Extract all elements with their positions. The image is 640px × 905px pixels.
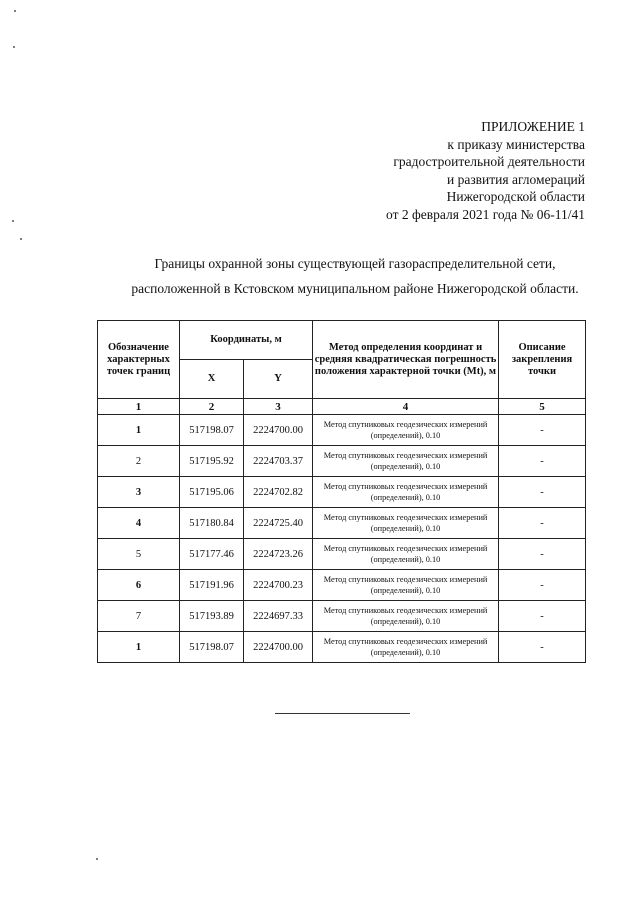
boundary-points-table <box>97 320 586 663</box>
point-id: 3 <box>98 477 180 508</box>
point-id: 5 <box>98 539 180 570</box>
point-id: 1 <box>98 632 180 663</box>
annex-line: градостроительной деятельности <box>393 154 585 169</box>
scan-speck <box>12 220 14 222</box>
table-row <box>98 446 586 477</box>
annex-date-number: от 2 февраля 2021 года № 06-11/41 <box>386 206 585 222</box>
coord-y: 2224700.00 <box>244 415 313 446</box>
fixing-description: - <box>499 415 586 446</box>
header-coordinates: Координаты, м <box>180 321 313 360</box>
fixing-description: - <box>499 539 586 570</box>
fixing-description: - <box>499 632 586 663</box>
header-y: Y <box>244 360 313 399</box>
coord-x: 517198.07 <box>180 632 244 663</box>
method-description: Метод спутниковых геодезических измерений (определений), 0.10 <box>313 539 499 570</box>
method-description: Метод спутниковых геодезических измерений (определений), 0.10 <box>313 415 499 446</box>
point-id: 7 <box>98 601 180 632</box>
column-number: 1 <box>98 399 180 415</box>
coord-y: 2224700.23 <box>244 570 313 601</box>
method-description: Метод спутниковых геодезических измерений (определений), 0.10 <box>313 632 499 663</box>
coord-x: 517180.84 <box>180 508 244 539</box>
method-description: Метод спутниковых геодезических измерений (определений), 0.10 <box>313 570 499 601</box>
method-description: Метод спутниковых геодезических измерений (определений), 0.10 <box>313 508 499 539</box>
coord-y: 2224703.37 <box>244 446 313 477</box>
annex-line: и развития агломераций <box>446 171 585 187</box>
annex-title: ПРИЛОЖЕНИЕ 1 <box>481 119 585 134</box>
coord-y: 2224702.82 <box>244 477 313 508</box>
fixing-description: - <box>499 508 586 539</box>
header-x: X <box>180 360 244 399</box>
column-number-row <box>98 399 586 415</box>
closing-rule <box>275 713 410 714</box>
annex-header <box>386 118 585 223</box>
fixing-description: - <box>499 446 586 477</box>
coord-y: 2224725.40 <box>244 508 313 539</box>
method-description: Метод спутниковых геодезических измерений (определений), 0.10 <box>313 601 499 632</box>
column-number: 4 <box>313 399 499 415</box>
point-id: 1 <box>98 415 180 446</box>
scan-speck <box>13 46 15 48</box>
fixing-description: - <box>499 570 586 601</box>
fixing-description: - <box>499 601 586 632</box>
document-title-line-1: Границы охранной зоны существующей газораспределительной сети, <box>154 256 556 271</box>
method-description: Метод спутниковых геодезических измерений (определений), 0.10 <box>313 446 499 477</box>
coord-x: 517195.06 <box>180 477 244 508</box>
table-row <box>98 601 586 632</box>
column-number: 2 <box>180 399 244 415</box>
column-number: 5 <box>499 399 586 415</box>
header-method: Метод определения координат и средняя квадратическая погрешность положения характерной точки (Mt), м <box>313 321 499 399</box>
table-row <box>98 632 586 663</box>
scan-speck <box>96 858 98 860</box>
header-point: Обозначение характерных точек границ <box>98 321 180 399</box>
coord-y: 2224697.33 <box>244 601 313 632</box>
point-id: 6 <box>98 570 180 601</box>
fixing-description: - <box>499 477 586 508</box>
coord-y: 2224723.26 <box>244 539 313 570</box>
coord-x: 517195.92 <box>180 446 244 477</box>
point-id: 4 <box>98 508 180 539</box>
column-number: 3 <box>244 399 313 415</box>
point-id: 2 <box>98 446 180 477</box>
table-row <box>98 539 586 570</box>
table-row <box>98 570 586 601</box>
document-title-line-2: расположенной в Кстовском муниципальном районе Нижегородской области. <box>131 281 579 296</box>
annex-line: Нижегородской области <box>446 189 585 204</box>
coord-x: 517193.89 <box>180 601 244 632</box>
coord-x: 517198.07 <box>180 415 244 446</box>
annex-line: к приказу министерства <box>447 136 585 152</box>
table-row <box>98 415 586 446</box>
table-row <box>98 508 586 539</box>
coord-x: 517177.46 <box>180 539 244 570</box>
coord-x: 517191.96 <box>180 570 244 601</box>
scan-speck <box>20 238 22 240</box>
table-header-row <box>98 321 586 360</box>
method-description: Метод спутниковых геодезических измерений (определений), 0.10 <box>313 477 499 508</box>
coord-y: 2224700.00 <box>244 632 313 663</box>
table-row <box>98 477 586 508</box>
scan-speck <box>14 10 16 12</box>
header-fixing: Описание закрепления точки <box>499 321 586 399</box>
